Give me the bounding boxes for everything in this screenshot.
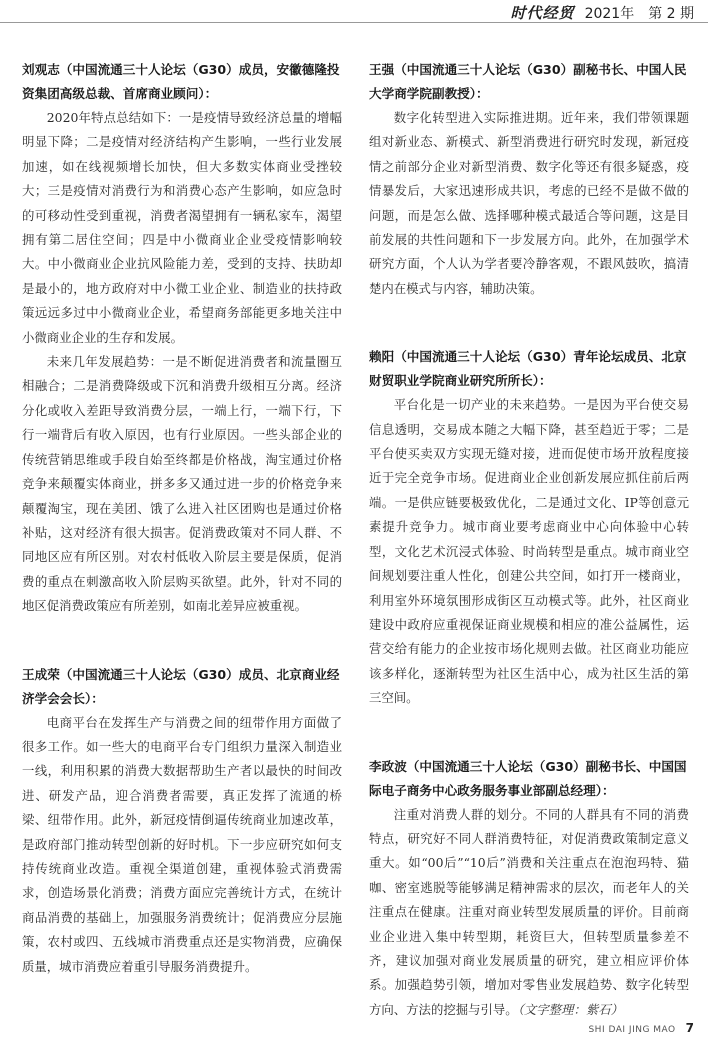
speaker-heading: 王强（中国流通三十人论坛（G30）副秘书长、中国人民大学商学院副教授）： [369,62,687,101]
page-header [0,0,708,22]
paragraph: 数字化转型进入实际推进期。近年来，我们带领课题组对新业态、新模式、新型消费进行研究时发现，新冠疫情之前部分企业对新型消费、数字化等还有很多疑惑，疫情暴发后，大家迅速形成共识，考虑的已经不是做不做的问题，而是怎么做、选择哪种模式最适合等问题，这是目前发展的共性问题和下一步发展方向。此外，在加强学术研究方面，个人认为学者要冷静客观，不跟风鼓吹，搞清楚内在模式与内容，辅助决策。 [369,110,689,296]
page-number: 7 [685,1021,694,1035]
paragraph-with-note [369,803,689,1023]
article-section [369,755,689,1023]
article-section [369,58,689,301]
paragraph: 未来几年发展趋势：一是不断促进消费者和流量圈互相融合；二是消费降级或下沉和消费升级相互分离。经济分化或收入差距导致消费分层，一端上行，一端下行，下行一端背后有收入原因，也有行业原因。一些头部企业的传统营销思维或手段自始至终都是价格战，淘宝通过价格竞争来颠覆实体商业，拼多多又通过进一步的价格竞争来颠覆淘宝，现在美团、饿了么进入社区团购也是通过价格补贴，这对经济有很大损害。促消费政策对不同人群、不同地区应有所区别。对农村低收入阶层主要是保质，促消费的重点在刺激高收入阶层购买欲望。此外，针对不同的地区促消费政策应有所差别，如南北差异应被重视。 [22,354,342,614]
paragraph: 2020年特点总结如下：一是疫情导致经济总量的增幅明显下降；二是疫情对经济结构产生影响，一些行业发展加速，如在线视频增长加快，但大多数实体商业受挫较大；三是疫情对消费行为和消费心态产生影响，如应急时的可移动性受到重视，消费者渴望拥有一辆私家车，渴望拥有第二居住空间；四是中小微商业企业受疫情影响较大。中小微商业企业抗风险能力差，受到的支持、扶助却是最小的，地方政府对中小微工业企业、制造业的扶持政策远远多过中小微商业企业，希望商务部能更多地关注中小微商业企业的生存和发展。 [22,110,342,345]
footer-magazine-name: SHI DAI JING MAO [588,1025,676,1035]
article-section [22,58,342,619]
paragraph-text: 注重对消费人群的划分。不同的人群具有不同的消费特点，研究好不同人群消费特征，对促消费政策制定意义重大。如“00后”“10后”消费和关注重点在泡泡玛特、猫咖、密室逃脱等能够满足精神需求的层次，而老年人的关注重点在健康。注重对商业转型发展质量的评价。目前商业企业进入集中转型期，耗资巨大，但转型质量参差不齐，建议加强对商业发展质量的研究，建立相应评价体系。加强趋势引领，增加对零售业发展趋势、数字化转型方向、方法的挖掘与引导。 [369,806,689,1017]
paragraph: 平台化是一切产业的未来趋势。一是因为平台使交易信息透明，交易成本随之大幅下降，甚至趋近于零；二是平台使买卖双方实现无缝对接，进而促使市场开放程度接近于完全竞争市场。促进商业企业创新发展应抓住前后两端。一是供应链要极致优化，二是通过文化、IP等创意元素提升竞争力。城市商业要考虑商业中心向体验中心转型，文化艺术沉浸式体验、时尚转型是重点。城市商业空间规划要注重人性化，创建公共空间，如打开一楼商业，利用室外环境氛围形成街区互动模式等。此外，社区商业建设中政府应重视保证商业规模和相应的准公益属性，运营交给有能力的企业按市场化规则去做。社区商业功能应该多样化，逐渐转型为社区生活中心，成为社区生活的第三空间。 [369,397,689,706]
speaker-heading: 李政波（中国流通三十人论坛（G30）副秘书长、中国国际电子商务中心政务服务事业部副总经理）： [369,758,687,798]
article-section [369,345,689,710]
speaker-heading: 王成荣（中国流通三十人论坛（G30）成员、北京商业经济学会会长）： [22,666,340,706]
speaker-heading: 赖阳（中国流通三十人论坛（G30）青年论坛成员、北京财贸职业学院商业研究所所长）： [369,349,687,389]
article-section [22,663,342,979]
header-divider [0,22,708,23]
magazine-title: 时代经贸 [510,4,575,22]
issue-info: 2021年 第 2 期 [584,6,694,22]
left-column [22,58,342,979]
speaker-heading: 刘观志（中国流通三十人论坛（G30）成员，安徽德隆投资集团高级总裁、首席商业顾问）： [22,62,340,101]
header-info [511,2,694,23]
right-column [369,58,689,1022]
page-footer [588,1021,694,1035]
paragraph: 电商平台在发挥生产与消费之间的纽带作用方面做了很多工作。如一些大的电商平台专门组织力量深入制造业一线，利用积累的消费大数据帮助生产者以最快的时间改进、研发产品，迎合消费者需要，真正发挥了流通的桥梁、纽带作用。此外，新冠疫情倒逼传统商业加速改革，是政府部门推动转型创新的好时机。下一步应研究如何支持传统商业改造。重视全渠道创建，重视体验式消费需求，创造场景化消费；消费方面应完善统计方式，在统计商品消费的基础上，加强服务消费统计；促消费应分层施策，农村或四、五线城市消费重点还是实物消费，应确保质量，城市消费应着重引导服务消费提升。 [22,714,342,974]
editor-note: （文字整理：紫石） [517,1001,624,1017]
